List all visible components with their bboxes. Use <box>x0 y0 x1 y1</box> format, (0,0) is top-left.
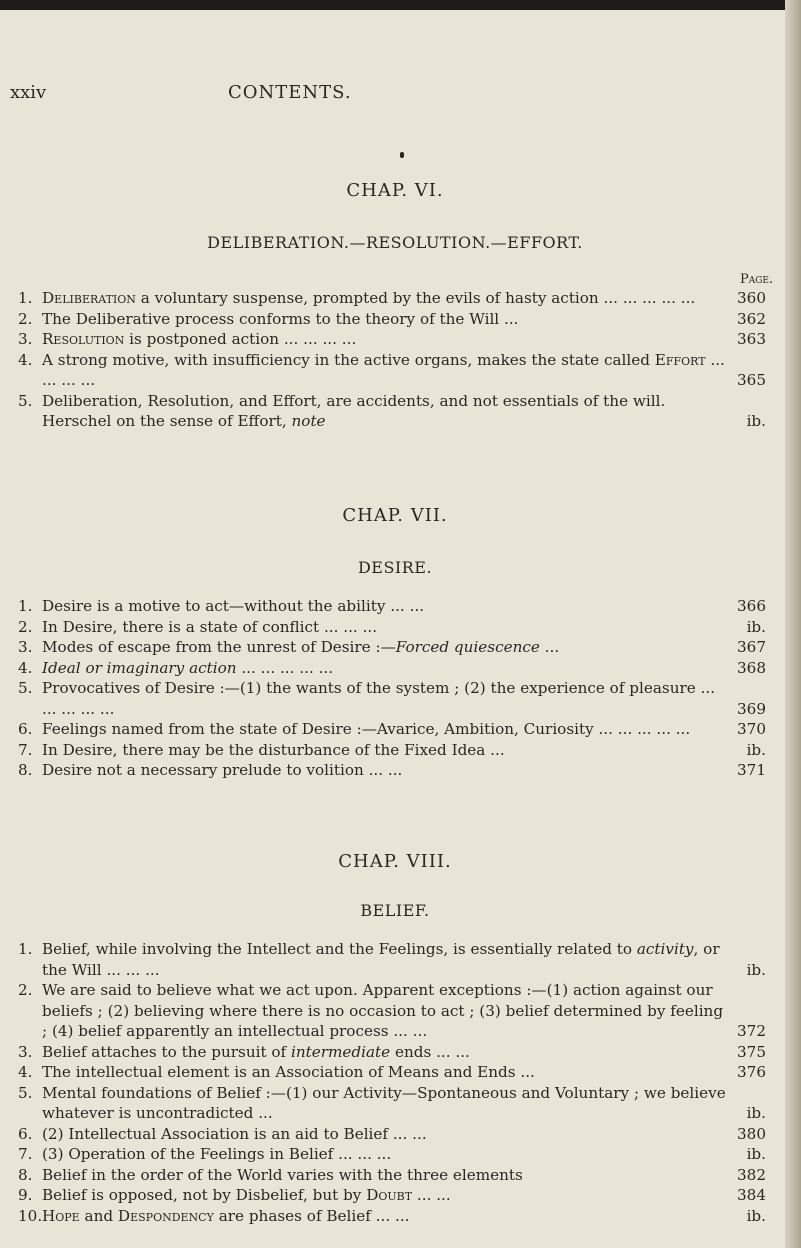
chapter-6-title: DELIBERATION.—RESOLUTION.—EFFORT. <box>207 233 583 252</box>
entry-text: are phases of Belief ... ... <box>213 1206 410 1225</box>
entry-text: Desire is a motive to act—without the ability ... ... <box>42 597 425 615</box>
entry-text: We are said to believe what we act upon. Apparent exceptions :—(1) action against our beliefs ; (2) believing where there is no occasion to act ; (3) belief determined by feeling ; (4) belief apparently an intellectual process ... ... <box>42 981 724 1040</box>
entry-page-number: 380 <box>737 1124 766 1143</box>
entry-number: 4. <box>18 1063 33 1081</box>
entry-italic-text: note <box>291 412 326 430</box>
entry-number: 6. <box>18 1124 33 1143</box>
entry-keyword: Deliberation <box>42 289 136 307</box>
scan-top-border <box>0 0 801 10</box>
chapter-8-number: CHAP. VIII. <box>338 851 452 872</box>
entry-text: ends ... ... <box>390 1042 470 1061</box>
toc-entry <box>18 309 766 330</box>
toc-entry <box>18 1062 766 1083</box>
toc-entry <box>18 617 766 638</box>
entry-text: Provocatives of Desire :—(1) the wants of the system ; (2) the experience of pleasure ... ... ... ... ... <box>42 679 716 718</box>
entry-keyword: Resolution <box>42 330 125 348</box>
toc-entry <box>18 350 766 391</box>
entry-number: 7. <box>18 1145 33 1163</box>
entry-keyword: Effort <box>654 350 706 369</box>
entry-number: 7. <box>18 740 33 759</box>
entry-keyword: Despondency <box>117 1206 214 1225</box>
toc-entry <box>18 596 766 617</box>
entry-text: ... ... ... ... ... <box>236 658 334 677</box>
toc-entry <box>18 980 766 1042</box>
entry-page-number: ib. <box>746 740 766 759</box>
entry-page-number: 375 <box>737 1042 766 1061</box>
entry-number: 4. <box>18 658 33 677</box>
entry-text: Belief attaches to the pursuit of <box>42 1042 292 1061</box>
entry-number: 5. <box>18 391 33 410</box>
toc-entry <box>18 719 766 740</box>
entry-page-number: 371 <box>737 761 766 779</box>
entry-number: 3. <box>18 638 33 656</box>
entry-text: ... ... ... ... <box>42 350 725 389</box>
entry-page-number: ib. <box>746 1104 766 1122</box>
entry-page-number: ib. <box>746 617 766 636</box>
chapter-7-number: CHAP. VII. <box>342 505 448 526</box>
entry-text: is postponed action ... ... ... ... <box>124 330 357 348</box>
entry-text: (2) Intellectual Association is an aid to Belief ... ... <box>42 1124 427 1143</box>
entry-number: 1. <box>18 940 33 958</box>
chapter-6-number: CHAP. VI. <box>346 180 444 201</box>
entry-text: ... ... <box>412 1186 451 1204</box>
page-number: xxiv <box>10 82 47 103</box>
toc-entry <box>18 1206 766 1227</box>
entry-text: and <box>79 1206 118 1225</box>
toc-entry <box>18 740 766 761</box>
entry-italic-text: intermediate <box>291 1042 391 1061</box>
entry-keyword: Hope <box>42 1206 80 1225</box>
chapter-8-title: BELIEF. <box>360 901 430 920</box>
chapter-7-title: DESIRE. <box>357 558 433 577</box>
entry-number: 2. <box>18 617 33 636</box>
entry-text: Desire not a necessary prelude to volition ... ... <box>42 761 403 779</box>
toc-entry <box>18 288 766 309</box>
entry-page-number: 370 <box>737 720 766 738</box>
chapter-8-entries <box>18 939 766 1226</box>
entry-page-number: 367 <box>737 638 766 656</box>
entry-number: 1. <box>18 289 33 307</box>
toc-entry <box>18 391 766 432</box>
toc-entry <box>18 1083 766 1124</box>
entry-page-number: 384 <box>737 1186 766 1204</box>
entry-page-number: 360 <box>737 289 766 307</box>
entry-text: Feelings named from the state of Desire :—Avarice, Ambition, Curiosity ... ... ... ... ... <box>42 720 691 738</box>
entry-page-number: 362 <box>737 309 766 328</box>
running-title: CONTENTS. <box>228 82 352 103</box>
entry-text: Modes of escape from the unrest of Desire :— <box>42 638 396 656</box>
entry-page-number: 382 <box>737 1165 766 1184</box>
entry-number: 6. <box>18 720 33 738</box>
entry-page-number: ib. <box>746 1145 766 1163</box>
entry-text: Mental foundations of Belief :—(1) our Activity—Spontaneous and Voluntary ; we believe whatever is uncontradicted ... <box>42 1083 726 1122</box>
entry-text: Belief is opposed, not by Disbelief, but by <box>42 1186 367 1204</box>
entry-page-number: ib. <box>746 1206 766 1225</box>
chapter-7-entries <box>18 596 766 781</box>
entry-number: 3. <box>18 1042 33 1061</box>
entry-keyword: Doubt <box>366 1186 413 1204</box>
toc-entry <box>18 1124 766 1145</box>
toc-entry <box>18 1144 766 1165</box>
entry-text: The Deliberative process conforms to the theory of the Will ... <box>42 309 519 328</box>
entry-page-number: 368 <box>737 658 766 677</box>
page-column-label: Page. <box>740 272 774 287</box>
entry-text: A strong motive, with insufficiency in the active organs, makes the state called <box>42 350 655 369</box>
entry-number: 8. <box>18 761 33 779</box>
entry-page-number: 376 <box>737 1063 766 1081</box>
running-header <box>0 82 790 112</box>
entry-text: (3) Operation of the Feelings in Belief ... ... ... <box>42 1145 392 1163</box>
entry-italic-text: activity <box>636 940 694 958</box>
entry-page-number: 372 <box>737 1022 766 1040</box>
entry-page-number: ib. <box>746 412 766 430</box>
entry-text: The intellectual element is an Association of Means and Ends ... <box>42 1063 535 1081</box>
toc-entry <box>18 1042 766 1063</box>
entry-number: 2. <box>18 981 33 999</box>
toc-entry <box>18 1185 766 1206</box>
toc-entry <box>18 760 766 781</box>
entry-page-number: 363 <box>737 330 766 348</box>
entry-number: 9. <box>18 1186 33 1204</box>
entry-text: , or the Will ... ... ... <box>42 940 720 979</box>
toc-entry <box>18 658 766 679</box>
entry-number: 8. <box>18 1165 33 1184</box>
entry-italic-text: Ideal or imaginary action <box>42 658 237 677</box>
entry-text: a voluntary suspense, prompted by the evils of hasty action ... ... ... ... ... <box>135 289 696 307</box>
toc-entry <box>18 678 766 719</box>
entry-page-number: ib. <box>746 960 766 979</box>
entry-italic-text: Forced quiescence <box>395 638 540 656</box>
entry-page-number: 369 <box>737 699 766 718</box>
entry-number: 5. <box>18 1083 33 1102</box>
entry-number: 4. <box>18 350 33 369</box>
entry-text: Belief in the order of the World varies with the three elements <box>42 1165 523 1184</box>
entry-number: 5. <box>18 679 33 697</box>
toc-entry <box>18 329 766 350</box>
entry-text: ... <box>539 638 560 656</box>
entry-page-number: 365 <box>737 371 766 389</box>
entry-page-number: 366 <box>737 597 766 615</box>
entry-text: In Desire, there is a state of conflict ... ... ... <box>42 617 378 636</box>
entry-text: Belief, while involving the Intellect and the Feelings, is essentially related to <box>42 940 637 958</box>
entry-number: 10. <box>18 1206 43 1225</box>
entry-text: Deliberation, Resolution, and Effort, are accidents, and not essentials of the will. Herschel on the sense of Effort, <box>42 391 666 430</box>
ink-speck <box>400 152 404 158</box>
entry-number: 2. <box>18 309 33 328</box>
entry-number: 1. <box>18 597 33 615</box>
entry-number: 3. <box>18 330 33 348</box>
toc-entry <box>18 939 766 980</box>
toc-entry <box>18 1165 766 1186</box>
toc-entry <box>18 637 766 658</box>
chapter-6-entries <box>18 288 766 432</box>
entry-text: In Desire, there may be the disturbance of the Fixed Idea ... <box>42 740 505 759</box>
